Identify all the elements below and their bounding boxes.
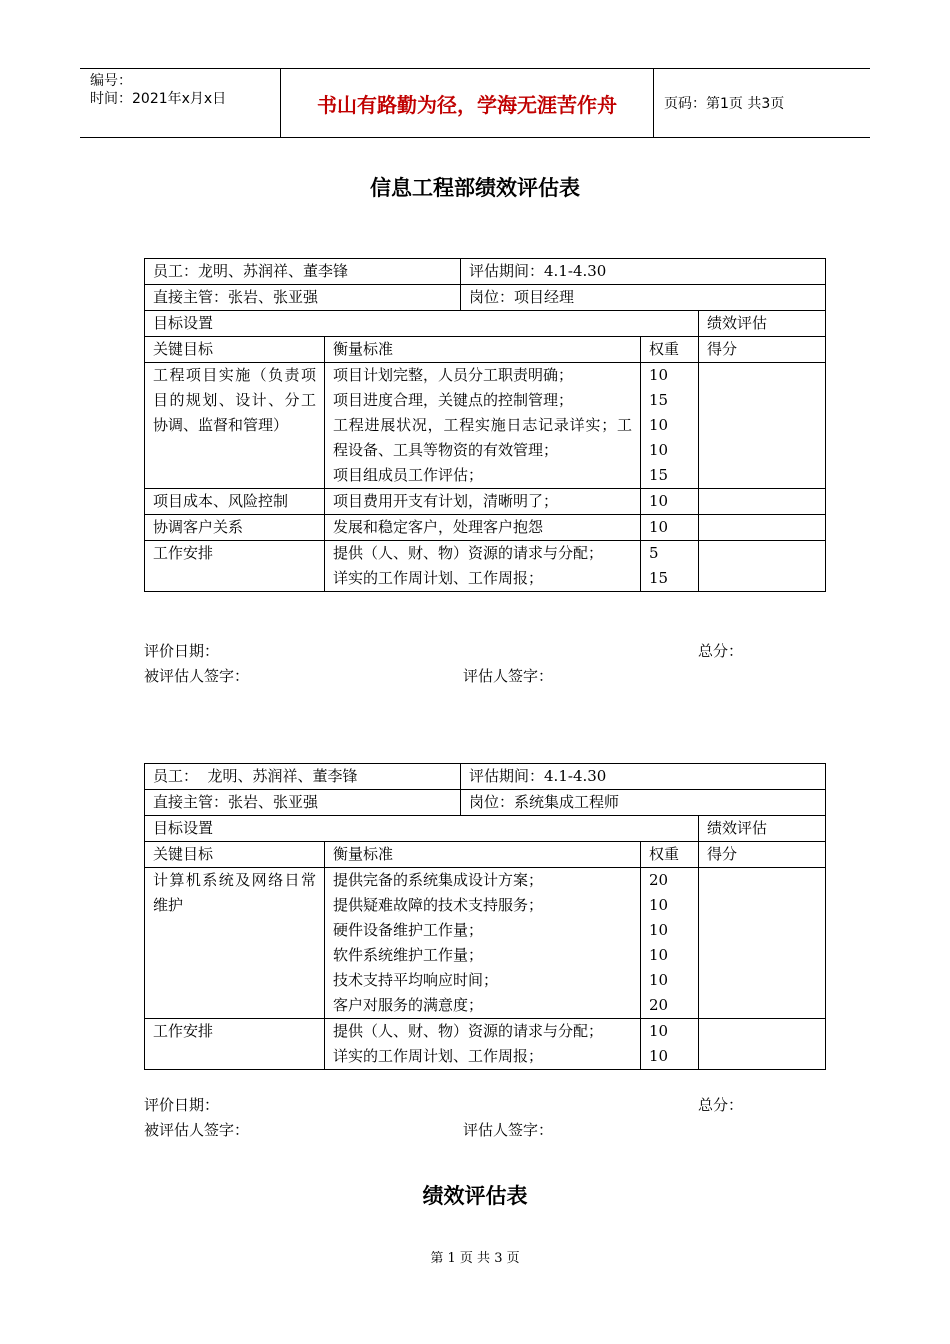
eval-date-label: 评价日期： <box>144 1096 220 1114</box>
weight-value: 10 <box>649 1047 669 1065</box>
weights <box>641 541 699 592</box>
weight-value: 10 <box>649 366 669 384</box>
weight-value: 20 <box>649 871 669 889</box>
col-weight: 权重 <box>641 842 699 868</box>
table-row <box>145 489 826 515</box>
standard-item: 客户对服务的满意度； <box>333 996 484 1014</box>
goal-setting-header: 目标设置 <box>145 816 699 842</box>
weight-value: 15 <box>649 391 669 409</box>
table-row <box>145 1019 826 1070</box>
score-cell[interactable] <box>699 489 826 515</box>
period-cell: 评估期间：4.1-4.30 <box>461 259 826 285</box>
standard-item: 提供（人、财、物）资源的请求与分配； <box>333 544 604 562</box>
key-goal: 工程项目实施（负责项目的规划、设计、分工协调、监督和管理） <box>145 363 325 489</box>
evaluatee-sign-label: 被评估人签字： <box>144 1121 250 1139</box>
key-goal: 计算机系统及网络日常维护 <box>145 868 325 1019</box>
evaluator-sign-label: 评估人签字： <box>463 1121 554 1139</box>
standards <box>325 363 641 489</box>
evaluation-form-2 <box>144 763 826 1070</box>
weights <box>641 489 699 515</box>
standards <box>325 1019 641 1070</box>
weight-value: 10 <box>649 946 669 964</box>
score-cell[interactable] <box>699 541 826 592</box>
page-footer: 第 1 页 共 3 页 <box>430 1251 520 1266</box>
table-row <box>145 868 826 1019</box>
header-motto: 书山有路勤为径，学海无涯苦作舟 <box>281 69 654 137</box>
performance-eval-header: 绩效评估 <box>699 311 826 337</box>
standard-item: 详实的工作周计划、工作周报； <box>333 569 544 587</box>
table-row <box>145 363 826 489</box>
score-cell[interactable] <box>699 363 826 489</box>
score-cell[interactable] <box>699 868 826 1019</box>
standard-item: 项目进度合理，关键点的控制管理； <box>333 391 574 409</box>
weight-value: 15 <box>649 466 669 484</box>
standard-item: 项目费用开支有计划，清晰明了； <box>333 492 559 510</box>
weight-value: 10 <box>649 441 669 459</box>
standard-item: 软件系统维护工作量； <box>333 946 484 964</box>
evaluator-sign-label: 评估人签字： <box>463 667 554 685</box>
standard-item: 提供完备的系统集成设计方案； <box>333 871 544 889</box>
key-goal: 工作安排 <box>145 541 325 592</box>
section-title: 绩效评估表 <box>422 1183 528 1208</box>
evaluation-form-1 <box>144 258 826 592</box>
employee-cell: 员工：龙明、苏润祥、董李锋 <box>145 259 461 285</box>
col-standard: 衡量标准 <box>325 842 641 868</box>
header-meta <box>80 69 281 137</box>
standard-item: 提供疑难故障的技术支持服务； <box>333 896 544 914</box>
weight-value: 10 <box>649 921 669 939</box>
supervisor-cell: 直接主管：张岩、张亚强 <box>145 790 461 816</box>
goal-setting-header: 目标设置 <box>145 311 699 337</box>
evaluatee-sign-label: 被评估人签字： <box>144 667 250 685</box>
standard-item: 项目计划完整，人员分工职责明确； <box>333 366 574 384</box>
col-key-goal: 关键目标 <box>145 842 325 868</box>
weight-value: 10 <box>649 492 669 510</box>
key-goal: 协调客户关系 <box>145 515 325 541</box>
col-key-goal: 关键目标 <box>145 337 325 363</box>
key-goal: 工作安排 <box>145 1019 325 1070</box>
supervisor-cell: 直接主管：张岩、张亚强 <box>145 285 461 311</box>
weight-value: 10 <box>649 1022 669 1040</box>
weights <box>641 515 699 541</box>
standard-item: 详实的工作周计划、工作周报； <box>333 1047 544 1065</box>
number-label: 编号： <box>90 73 132 89</box>
col-standard: 衡量标准 <box>325 337 641 363</box>
weights <box>641 1019 699 1070</box>
weights <box>641 868 699 1019</box>
header-page-label: 页码：第1页 共3页 <box>664 96 785 112</box>
standard-item: 项目组成员工作评估； <box>333 466 484 484</box>
score-cell[interactable] <box>699 515 826 541</box>
total-score-label: 总分： <box>698 642 744 660</box>
time-label: 时间：2021年x月x日 <box>90 91 227 107</box>
standards <box>325 489 641 515</box>
weight-value: 5 <box>649 544 659 562</box>
eval-date-label: 评价日期： <box>144 642 220 660</box>
total-score-label: 总分： <box>698 1096 744 1114</box>
standard-item: 硬件设备维护工作量； <box>333 921 484 939</box>
standards <box>325 868 641 1019</box>
col-score: 得分 <box>699 337 826 363</box>
weight-value: 10 <box>649 971 669 989</box>
weight-value: 10 <box>649 416 669 434</box>
weight-value: 15 <box>649 569 669 587</box>
employee-cell: 员工： 龙明、苏润祥、董李锋 <box>145 764 461 790</box>
period-cell: 评估期间：4.1-4.30 <box>461 764 826 790</box>
key-goal: 项目成本、风险控制 <box>145 489 325 515</box>
table-row <box>145 515 826 541</box>
position-cell: 岗位：系统集成工程师 <box>461 790 826 816</box>
col-score: 得分 <box>699 842 826 868</box>
weight-value: 10 <box>649 896 669 914</box>
col-weight: 权重 <box>641 337 699 363</box>
standard-item: 技术支持平均响应时间； <box>333 971 499 989</box>
score-cell[interactable] <box>699 1019 826 1070</box>
weight-value: 10 <box>649 518 669 536</box>
table-row <box>145 541 826 592</box>
standards <box>325 541 641 592</box>
standard-item: 发展和稳定客户，处理客户抱怨 <box>333 518 544 536</box>
document-header <box>80 68 870 138</box>
weights <box>641 363 699 489</box>
standard-item: 工程进展状况，工程实施日志记录详实；工程设备、工具等物资的有效管理； <box>333 416 633 459</box>
weight-value: 20 <box>649 996 669 1014</box>
standards <box>325 515 641 541</box>
position-cell: 岗位：项目经理 <box>461 285 826 311</box>
standard-item: 提供（人、财、物）资源的请求与分配； <box>333 1022 604 1040</box>
page-title: 信息工程部绩效评估表 <box>370 175 580 200</box>
performance-eval-header: 绩效评估 <box>699 816 826 842</box>
